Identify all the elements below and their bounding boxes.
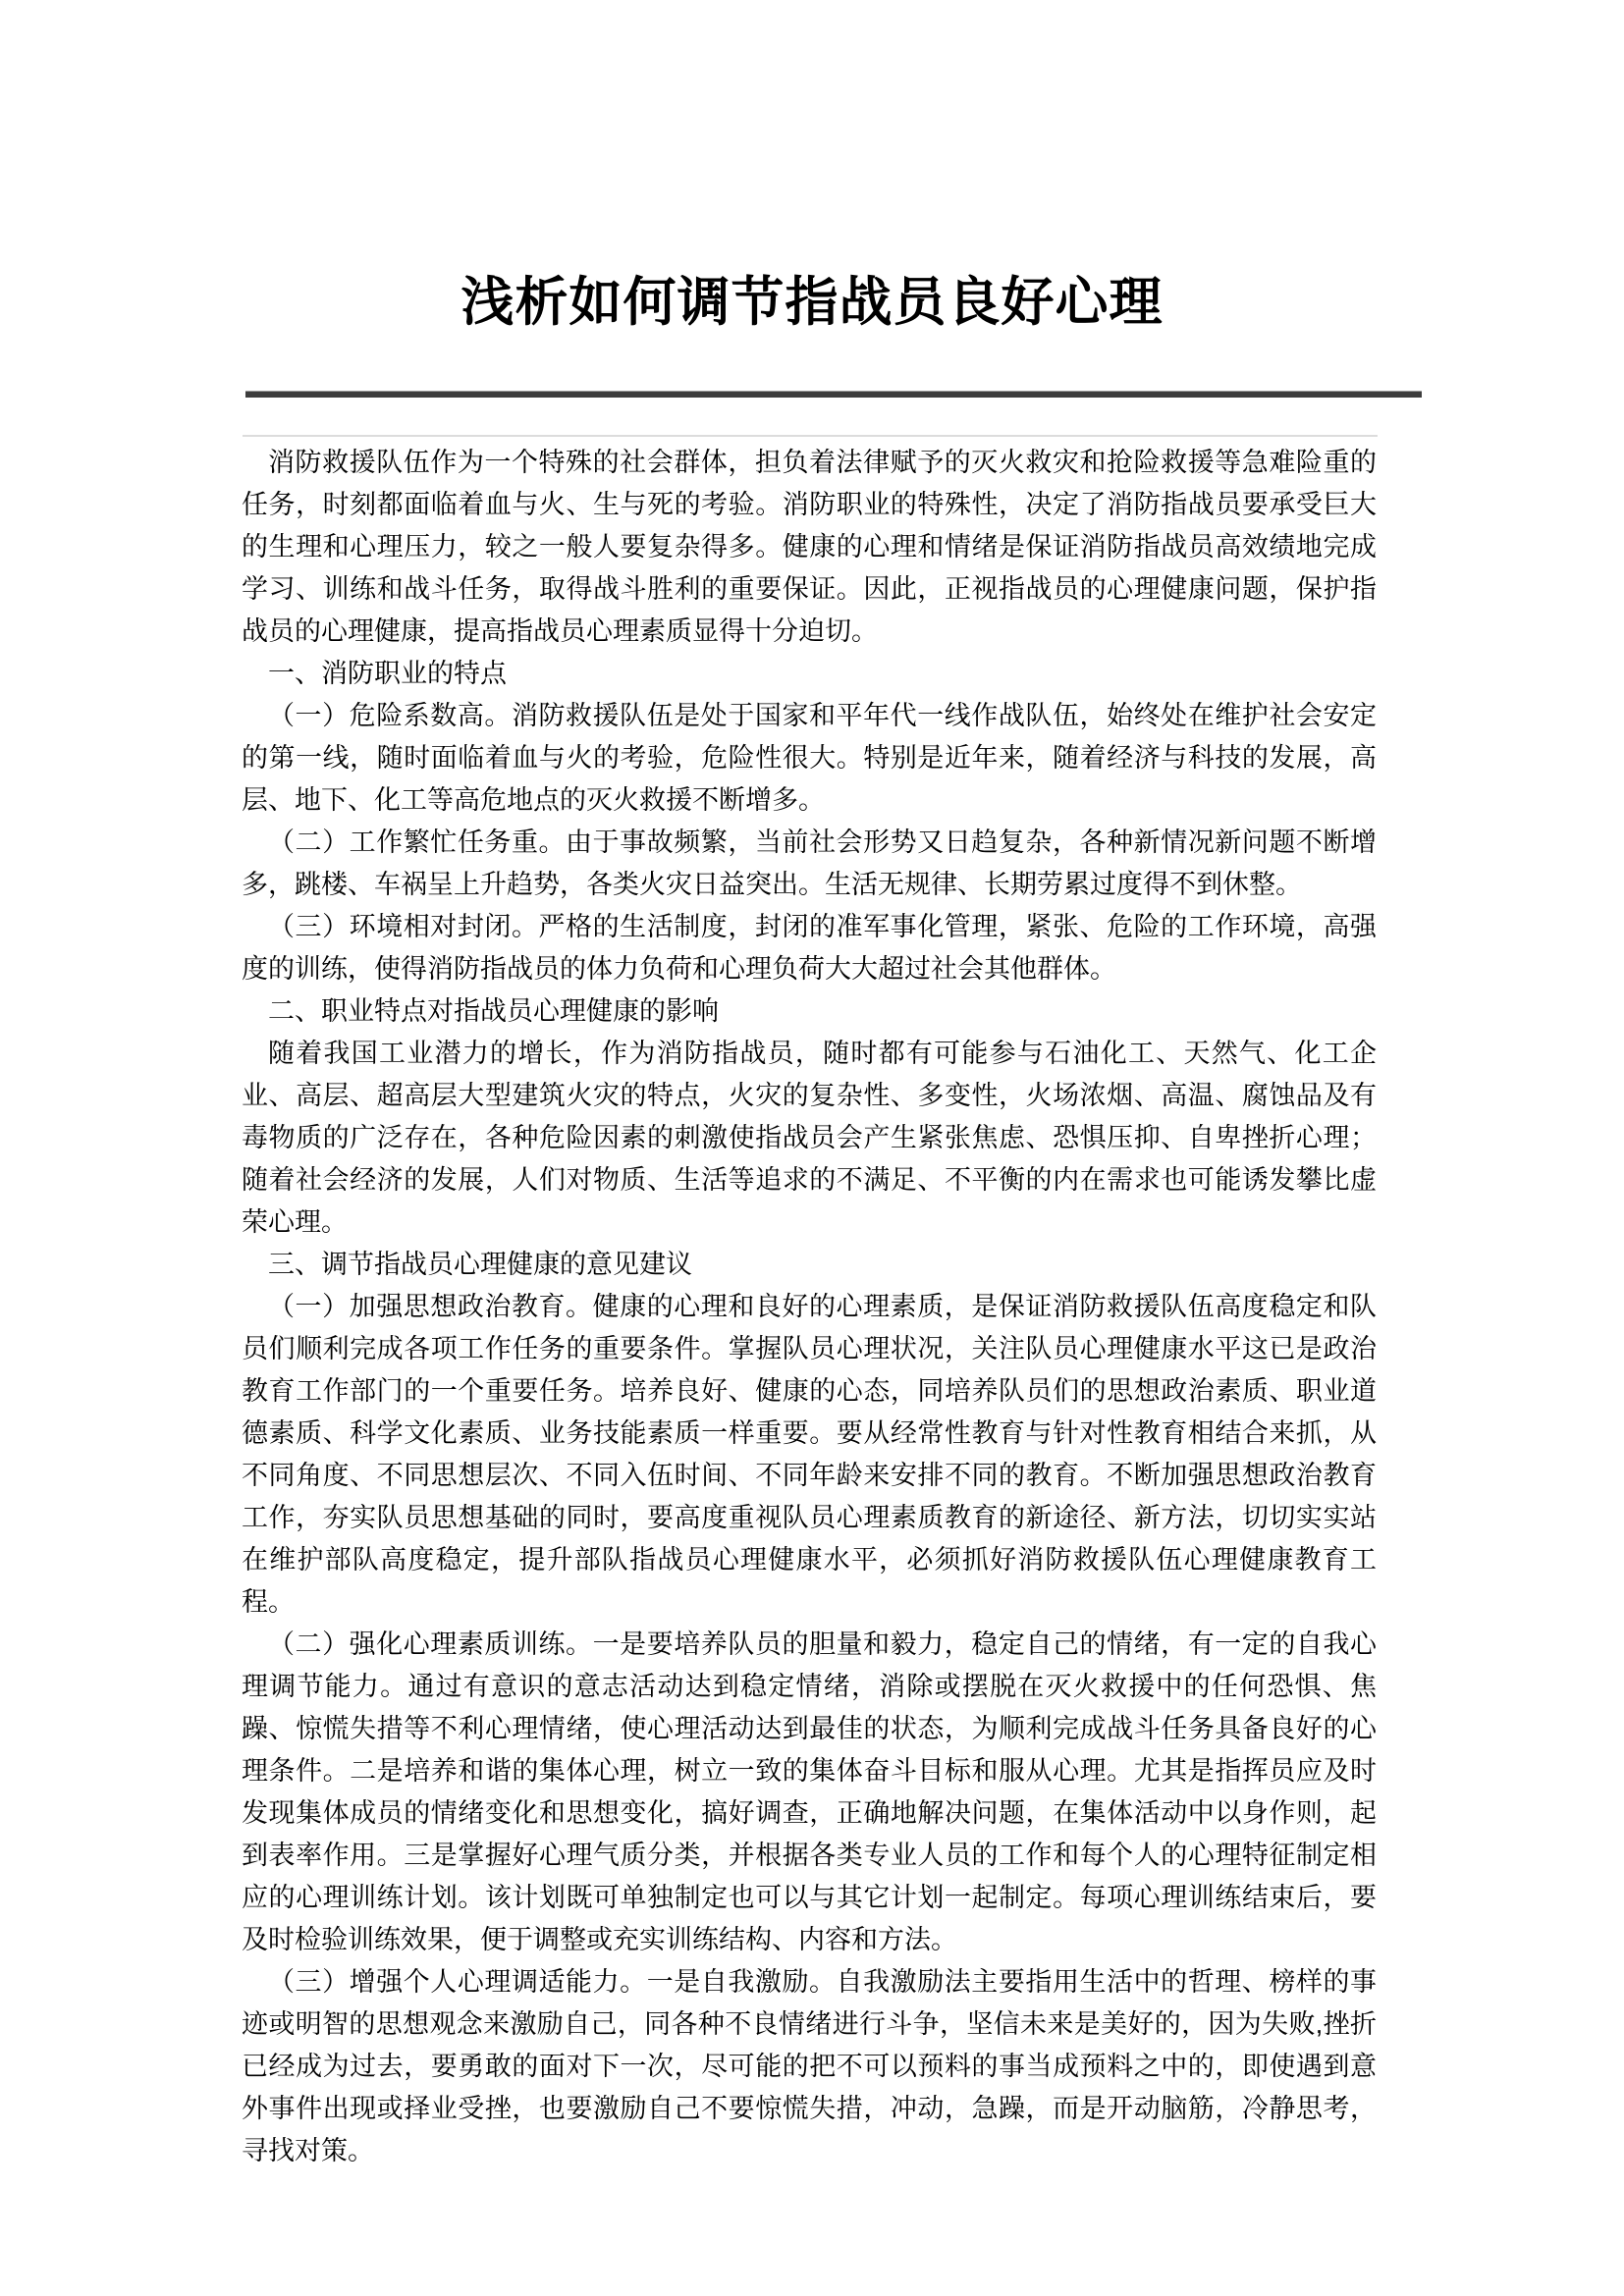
paragraph: （二）工作繁忙任务重。由于事故频繁，当前社会形势又日趋复杂，各种新情况新问题不断增多，跳楼、车祸呈上升趋势，各类火灾日益突出。生活无规律、长期劳累过度得不到休整。 <box>242 828 1377 899</box>
paragraph: 随着我国工业潜力的增长，作为消防指战员，随时都有可能参与石油化工、天然气、化工企业、高层、超高层大型建筑火灾的特点，火灾的复杂性、多变性，火场浓烟、高温、腐蚀品及有毒物质的广泛存在，各种危险因素的刺激使指战员会产生紧张焦虑、恐惧压抑、自卑挫折心理；随着社会经济的发展，人们对物质、生活等追求的不满足、不平衡的内在需求也可能诱发攀比虚荣心理。 <box>242 1039 1377 1237</box>
section-heading: 三、调节指战员心理健康的意见建议 <box>268 1250 692 1279</box>
paragraph: （一）加强思想政治教育。健康的心理和良好的心理素质，是保证消防救援队伍高度稳定和队员们顺利完成各项工作任务的重要条件。掌握队员心理状况，关注队员心理健康水平这已是政治教育工作部门的一个重要任务。培养良好、健康的心态，同培养队员们的思想政治素质、职业道德素质、科学文化素质、业务技能素质一样重要。要从经常性教育与针对性教育相结合来抓，从不同角度、不同思想层次、不同入伍时间、不同年龄来安排不同的教育。不断加强思想政治教育工作，夯实队员思想基础的同时，要高度重视队员心理素质教育的新途径、新方法，切切实实站在维护部队高度稳定，提升部队指战员心理健康水平，必须抓好消防救援队伍心理健康教育工程。 <box>242 1292 1377 1617</box>
section-heading: 二、职业特点对指战员心理健康的影响 <box>268 996 719 1026</box>
paragraph: （一）危险系数高。消防救援队伍是处于国家和平年代一线作战队伍，始终处在维护社会安定的第一线，随时面临着血与火的考验，危险性很大。特别是近年来，随着经济与科技的发展，高层、地下、化工等高危地点的灭火救援不断增多。 <box>242 701 1377 815</box>
document-body <box>242 442 1377 2172</box>
paragraph: （三）增强个人心理调适能力。一是自我激励。自我激励法主要指用生活中的哲理、榜样的事迹或明智的思想观念来激励自己，同各种不良情绪进行斗争，坚信未来是美好的，因为失败,挫折已经成为过去，要勇敢的面对下一次，尽可能的把不可以预料的事当成预料之中的，即使遇到意外事件出现或择业受挫，也要激励自己不要惊慌失措，冲动，急躁，而是开动脑筋，冷静思考，寻找对策。 <box>242 1967 1377 2165</box>
content-top-rule <box>243 435 1378 437</box>
section-heading: 一、消防职业的特点 <box>268 659 507 688</box>
paragraph: （二）强化心理素质训练。一是要培养队员的胆量和毅力，稳定自己的情绪，有一定的自我心理调节能力。通过有意识的意志活动达到稳定情绪，消除或摆脱在灭火救援中的任何恐惧、焦躁、惊慌失措等不利心理情绪，使心理活动达到最佳的状态，为顺利完成战斗任务具备良好的心理条件。二是培养和谐的集体心理，树立一致的集体奋斗目标和服从心理。尤其是指挥员应及时发现集体成员的情绪变化和思想变化，搞好调查，正确地解决问题，在集体活动中以身作则，起到表率作用。三是掌握好心理气质分类，并根据各类专业人员的工作和每个人的心理特征制定相应的心理训练计划。该计划既可单独制定也可以与其它计划一起制定。每项心理训练结束后，要及时检验训练效果，便于调整或充实训练结构、内容和方法。 <box>242 1629 1377 1954</box>
paragraph: 消防救援队伍作为一个特殊的社会群体，担负着法律赋予的灭火救灾和抢险救援等急难险重的任务，时刻都面临着血与火、生与死的考验。消防职业的特殊性，决定了消防指战员要承受巨大的生理和心理压力，较之一般人要复杂得多。健康的心理和情绪是保证消防指战员高效绩地完成学习、训练和战斗任务，取得战斗胜利的重要保证。因此，正视指战员的心理健康问题，保护指战员的心理健康，提高指战员心理素质显得十分迫切。 <box>242 448 1377 646</box>
title-underline-rule <box>245 391 1422 398</box>
paragraph: （三）环境相对封闭。严格的生活制度，封闭的准军事化管理，紧张、危险的工作环境，高强度的训练，使得消防指战员的体力负荷和心理负荷大大超过社会其他群体。 <box>242 912 1377 984</box>
document-title: 浅析如何调节指战员良好心理 <box>460 273 1164 332</box>
